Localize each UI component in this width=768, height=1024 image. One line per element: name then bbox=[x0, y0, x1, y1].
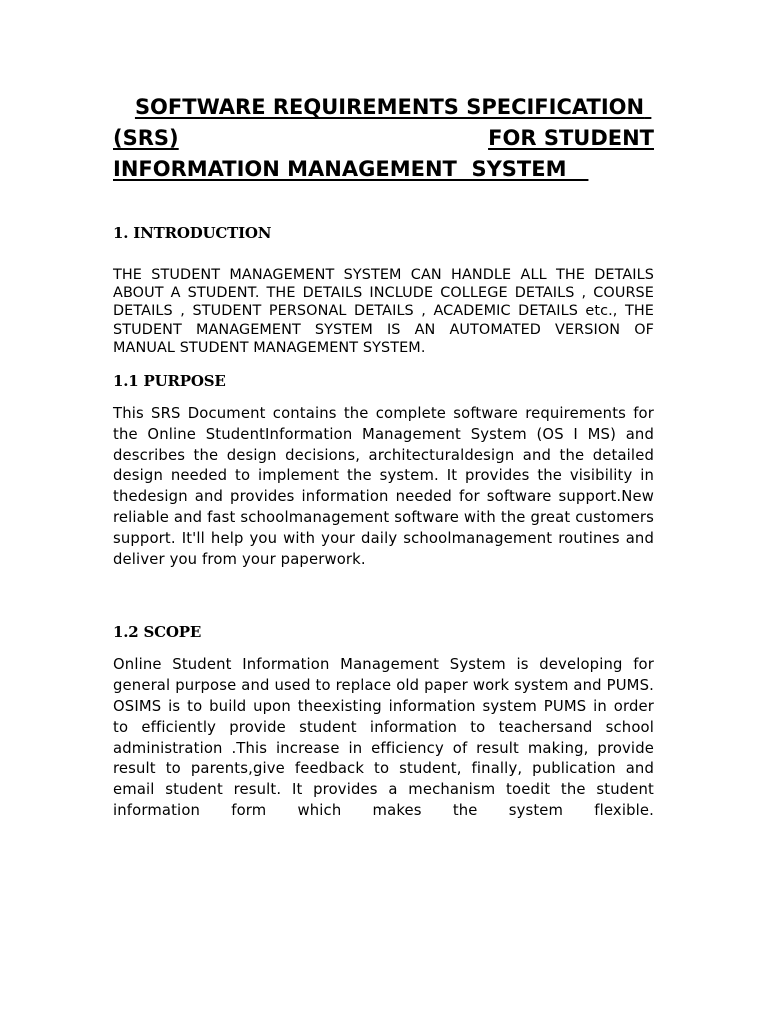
title-line-1: SOFTWARE REQUIREMENTS SPECIFICATION bbox=[134, 95, 645, 119]
title-line-2-right: FOR STUDENT bbox=[488, 126, 654, 150]
document-title bbox=[113, 92, 654, 185]
scope-body: Online Student Information Management System is developing for general purpose and used to replace old paper work system and PUMS. OSIMS is to build upon theexisting information system PUMS in order to efficiently provide student information to teachersand school administration .This increase in efficiency of result making, provide result to parents,give feedback to student, finally, publication and email student result. It provides a mechanism toedit the student information form which makes the system flexible. bbox=[113, 656, 654, 819]
title-line-2-left: (SRS) bbox=[113, 126, 179, 150]
section-heading-scope: 1.2 SCOPE bbox=[113, 623, 202, 642]
section-heading-introduction: 1. INTRODUCTION bbox=[113, 224, 272, 242]
section-heading-purpose: 1.1 PURPOSE bbox=[113, 372, 226, 391]
title-line-3: INFORMATION MANAGEMENT SYSTEM bbox=[113, 157, 567, 181]
purpose-body: This SRS Document contains the complete software requirements for the Online StudentInformation Management System (OS I MS) and describes the design decisions, architecturaldesign and the detailed design needed to implement the system. It provides the visibility in thedesign and provides information needed for software support.New reliable and fast schoolmanagement software with the great customers support. It'll help you with your daily schoolmanagement routines and deliver you from your paperwork. bbox=[113, 405, 654, 568]
document-page bbox=[113, 92, 654, 822]
introduction-body: THE STUDENT MANAGEMENT SYSTEM CAN HANDLE ALL THE DETAILS ABOUT A STUDENT. THE DETAILS INCLUDE COLLEGE DETAILS , COURSE DETAILS , STUDENT PERSONAL DETAILS , ACADEMIC DETAILS etc., THE STUDENT MANAGEMENT SYSTEM IS AN AUTOMATED VERSION OF MANUAL STUDENT MANAGEMENT SYSTEM. bbox=[113, 267, 654, 356]
